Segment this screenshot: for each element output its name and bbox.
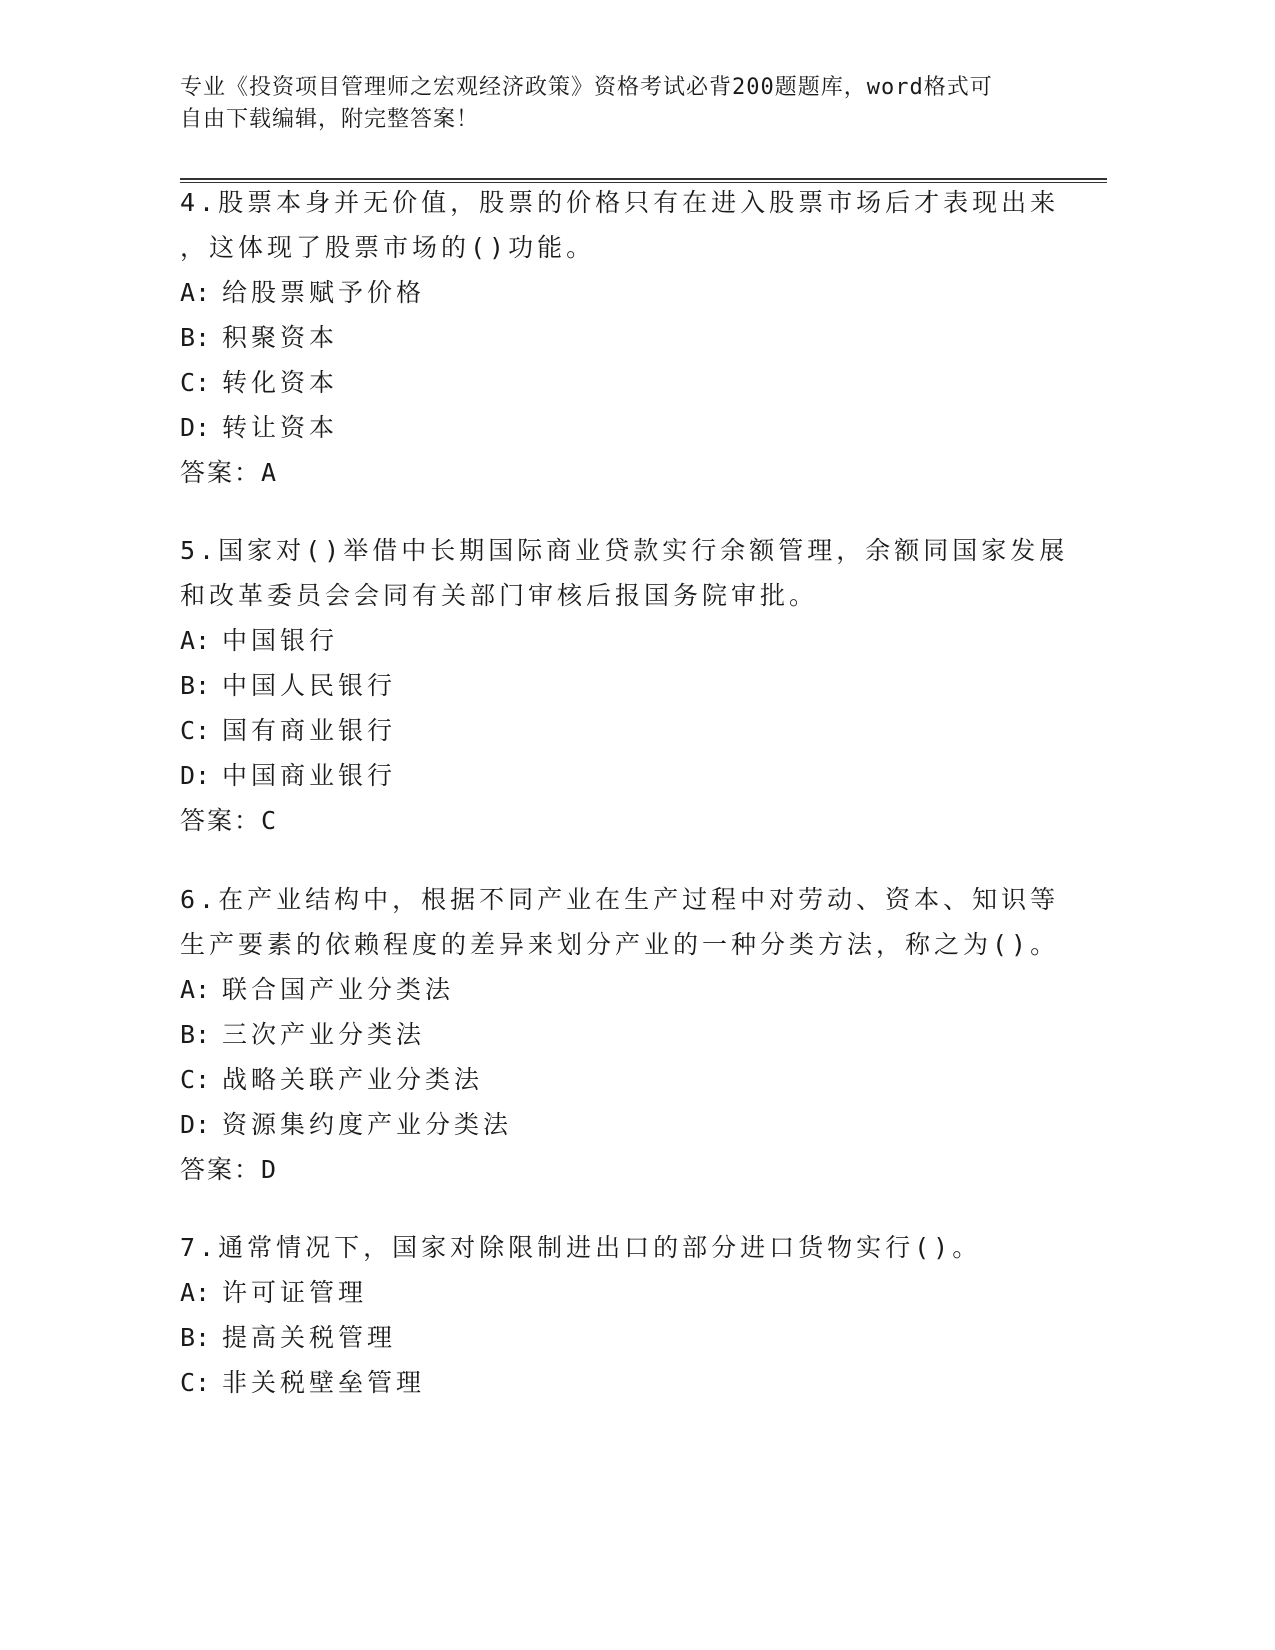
header-line-2: 自由下载编辑，附完整答案！ (180, 107, 480, 132)
option-d: D: 中国商业银行 (180, 761, 397, 790)
question-stem: 4.股票本身并无价值，股票的价格只有在进入股票市场后才表现出来 ，这体现了股票市场的()功能。 (180, 188, 1060, 262)
document-header (180, 72, 1060, 136)
option-a: A: 给股票赋予价格 (180, 278, 426, 307)
option-a: A: 中国银行 (180, 626, 339, 655)
question-stem: 6.在产业结构中，根据不同产业在生产过程中对劳动、资本、知识等 生产要素的依赖程度的差异来划分产业的一种分类方法，称之为()。 (180, 885, 1060, 959)
option-d: D: 转让资本 (180, 413, 339, 442)
question-5 (180, 528, 1080, 843)
option-c: C: 国有商业银行 (180, 716, 397, 745)
option-b: B: 提高关税管理 (180, 1323, 397, 1352)
answer: 答案：C (180, 806, 277, 835)
question-6 (180, 877, 1080, 1192)
option-c: C: 转化资本 (180, 368, 339, 397)
question-7 (180, 1225, 1080, 1405)
option-d: D: 资源集约度产业分类法 (180, 1110, 513, 1139)
option-b: B: 中国人民银行 (180, 671, 397, 700)
option-c: C: 战略关联产业分类法 (180, 1065, 484, 1094)
option-b: B: 三次产业分类法 (180, 1020, 426, 1049)
question-stem: 5.国家对()举借中长期国际商业贷款实行余额管理，余额同国家发展 和改革委员会会同有关部门审核后报国务院审批。 (180, 536, 1069, 610)
option-b: B: 积聚资本 (180, 323, 339, 352)
answer: 答案：A (180, 458, 277, 487)
answer: 答案：D (180, 1155, 277, 1184)
option-c: C: 非关税壁垒管理 (180, 1368, 426, 1397)
option-a: A: 许可证管理 (180, 1278, 368, 1307)
option-a: A: 联合国产业分类法 (180, 975, 455, 1004)
question-stem: 7.通常情况下，国家对除限制进出口的部分进口货物实行()。 (180, 1233, 982, 1262)
question-4 (180, 180, 1080, 495)
header-line-1: 专业《投资项目管理师之宏观经济政策》资格考试必背200题题库，word格式可 (180, 75, 993, 100)
